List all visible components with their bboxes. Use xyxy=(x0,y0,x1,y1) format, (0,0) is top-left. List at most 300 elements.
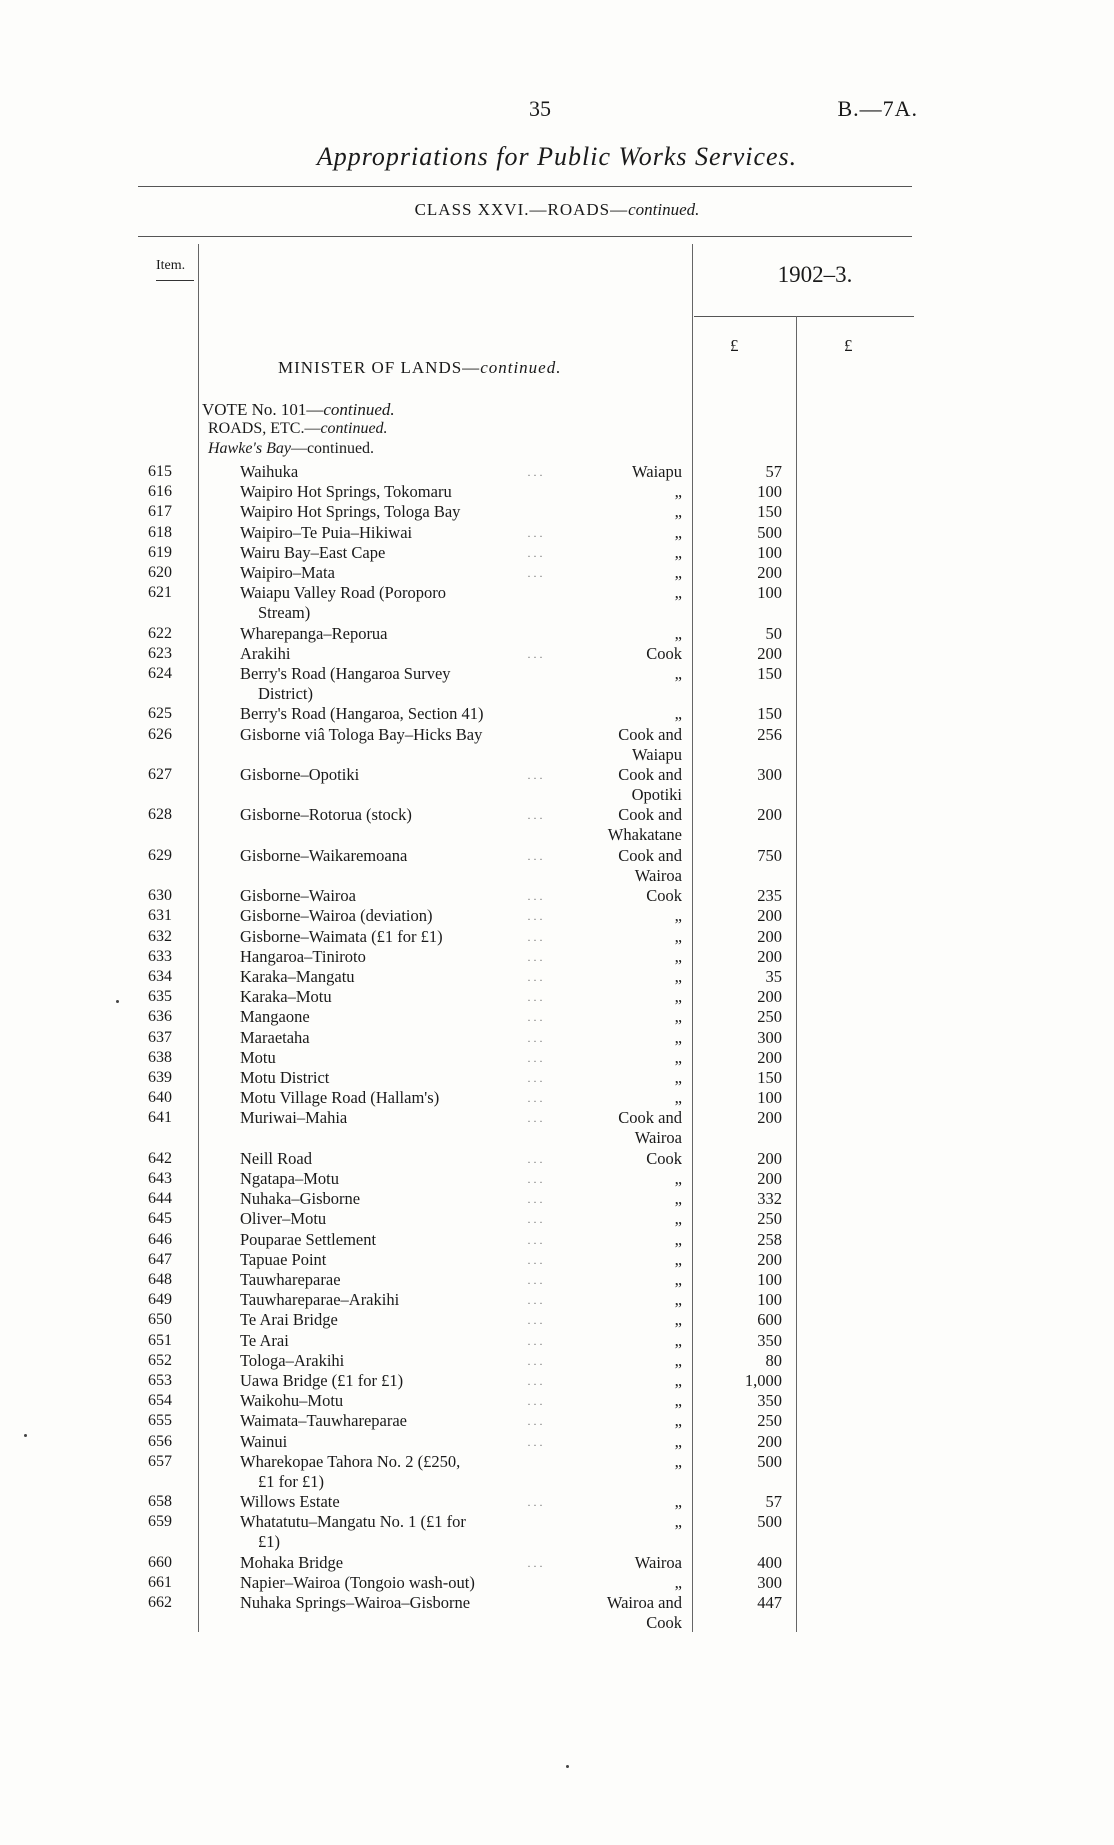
amount-value: 200 xyxy=(757,1431,782,1451)
county-name xyxy=(564,1593,682,1633)
road-name xyxy=(240,1230,556,1250)
county-name xyxy=(564,987,682,1007)
item-number: 634 xyxy=(148,968,172,985)
county-name xyxy=(564,1108,682,1148)
amount-value: 250 xyxy=(757,1007,782,1027)
amount-value: 100 xyxy=(757,542,782,562)
vote-heading-continued: continued. xyxy=(323,400,395,419)
road-name xyxy=(240,1492,556,1512)
road-name xyxy=(240,482,556,502)
road-name xyxy=(240,1553,556,1573)
county-name xyxy=(564,1088,682,1108)
county-name xyxy=(564,886,682,906)
item-number: 624 xyxy=(148,665,172,682)
item-number: 643 xyxy=(148,1170,172,1187)
county-continuation: Wairoa xyxy=(634,1128,682,1148)
road-name-line: Tauwhareparae–Arakihi xyxy=(240,1290,400,1310)
class-heading-continued: continued. xyxy=(628,200,700,219)
amount-value: 200 xyxy=(757,1108,782,1128)
roads-heading xyxy=(208,420,388,438)
road-name-line: Napier–Wairoa (Tongoio wash-out) xyxy=(240,1573,475,1592)
road-name xyxy=(240,523,556,543)
amount-value: 350 xyxy=(757,1391,782,1411)
road-name-line: Waimata–Tauwhareparae xyxy=(240,1411,407,1431)
amount-value: 200 xyxy=(757,1249,782,1269)
county-line: „ xyxy=(674,1431,682,1451)
county-line: „ xyxy=(674,1209,682,1229)
road-name xyxy=(240,805,556,825)
amount-value: 200 xyxy=(757,1148,782,1168)
road-name xyxy=(240,583,556,623)
leader-dots: . . . xyxy=(527,465,543,479)
amount-value: 500 xyxy=(757,522,782,542)
currency-symbol-1: £ xyxy=(730,336,739,355)
county-line: „ xyxy=(674,1088,682,1108)
road-name xyxy=(240,846,556,866)
road-name xyxy=(240,1391,556,1411)
leader-dots: . . . xyxy=(527,1172,543,1186)
road-name-line: Waipiro–Mata xyxy=(240,563,335,582)
county-name xyxy=(564,664,682,684)
item-number: 641 xyxy=(148,1109,172,1127)
item-number: 626 xyxy=(148,725,172,743)
county-name xyxy=(564,1432,682,1452)
road-name-line: Hangaroa–Tiniroto xyxy=(240,946,366,966)
leader-dots: . . . xyxy=(527,1555,543,1570)
leader-dots: . . . xyxy=(527,1273,543,1287)
amount-value: 200 xyxy=(757,926,782,946)
road-name xyxy=(240,1452,556,1492)
road-name-line: Gisborne–Wairoa (deviation) xyxy=(240,906,433,926)
road-name xyxy=(240,1270,556,1290)
road-name-line: Gisborne–Opotiki xyxy=(240,765,360,784)
road-name xyxy=(240,704,556,724)
county-line: „ xyxy=(674,482,682,502)
county-name xyxy=(564,1230,682,1250)
amount-value: 100 xyxy=(757,482,782,502)
currency-symbol-2: £ xyxy=(844,336,853,355)
minister-heading xyxy=(278,358,561,378)
county-name xyxy=(564,1411,682,1431)
amount-value: 200 xyxy=(757,906,782,926)
county-continuation: Waiapu xyxy=(632,744,682,764)
item-number: 661 xyxy=(148,1574,172,1591)
item-number: 616 xyxy=(148,483,172,501)
county-name xyxy=(564,583,682,603)
county-name xyxy=(564,906,682,926)
roads-heading-main: ROADS, ETC.— xyxy=(208,420,321,437)
road-name-line: Te Arai Bridge xyxy=(240,1310,338,1330)
title-rule xyxy=(138,186,912,187)
vote-heading-main: VOTE No. 101— xyxy=(202,400,324,419)
margin-dot xyxy=(116,1000,119,1003)
county-continuation: Cook xyxy=(646,1613,682,1633)
county-line: „ xyxy=(674,522,682,542)
road-name xyxy=(240,644,556,664)
road-name xyxy=(240,502,556,522)
road-name xyxy=(240,1088,556,1108)
road-name xyxy=(240,624,556,644)
description-column-rule xyxy=(692,244,693,1632)
county-name xyxy=(564,1512,682,1532)
item-number: 659 xyxy=(148,1513,172,1531)
amount-value: 80 xyxy=(765,1350,782,1370)
amount-value: 750 xyxy=(757,845,782,865)
item-number: 655 xyxy=(148,1412,172,1430)
item-number: 645 xyxy=(148,1210,172,1228)
road-name-line: Whatatutu–Mangatu No. 1 (£1 for xyxy=(240,1512,466,1532)
road-name xyxy=(240,1371,556,1391)
county-line: „ xyxy=(674,1249,682,1269)
road-name-line: Willows Estate xyxy=(240,1492,340,1512)
item-number: 633 xyxy=(148,947,172,965)
county-line: Cook xyxy=(646,886,682,906)
page-number: 35 xyxy=(529,96,551,121)
road-name-line: Pouparae Settlement xyxy=(240,1229,377,1249)
leader-dots: . . . xyxy=(527,1030,543,1045)
county-name xyxy=(564,482,682,502)
amount-value: 300 xyxy=(757,765,782,784)
county-line: Cook xyxy=(646,643,682,663)
leader-dots: . . . xyxy=(527,566,543,580)
county-line: „ xyxy=(674,946,682,966)
county-line: „ xyxy=(674,1451,682,1471)
leader-dots: . . . xyxy=(527,1414,543,1429)
county-name xyxy=(564,725,682,765)
page-title: Appropriations for Public Works Services. xyxy=(316,142,798,171)
amount-value: 256 xyxy=(757,724,782,744)
road-name xyxy=(240,886,556,906)
county-line: Wairoa and xyxy=(606,1593,682,1613)
leader-dots: . . . xyxy=(527,1374,543,1388)
road-name-line: Waihuka xyxy=(240,462,299,481)
item-number: 653 xyxy=(148,1372,172,1389)
district-heading-main: Hawke's Bay xyxy=(208,440,291,457)
amount-value: 600 xyxy=(757,1310,782,1330)
leader-dots: . . . xyxy=(527,1394,543,1409)
minister-heading-continued: continued. xyxy=(480,358,562,377)
document-reference: B.—7A. xyxy=(837,96,918,121)
road-name xyxy=(240,462,556,482)
item-number: 622 xyxy=(148,624,172,642)
county-line: „ xyxy=(674,1290,682,1310)
county-line: „ xyxy=(674,1310,682,1330)
amount-value: 200 xyxy=(757,643,782,663)
road-name-line: Waikohu–Motu xyxy=(240,1391,344,1411)
road-name-line: Neill Road xyxy=(240,1148,312,1168)
item-number: 623 xyxy=(148,644,172,662)
amount-value: 150 xyxy=(757,502,782,522)
margin-dot xyxy=(24,1434,27,1437)
item-number: 656 xyxy=(148,1432,172,1450)
county-line: „ xyxy=(674,1573,682,1592)
road-name xyxy=(240,563,556,583)
amount-value: 300 xyxy=(757,1573,782,1592)
item-number: 629 xyxy=(148,846,172,864)
road-name xyxy=(240,1169,556,1189)
road-name xyxy=(240,1108,556,1128)
county-name xyxy=(564,523,682,543)
county-line: „ xyxy=(674,563,682,582)
amount-value: 100 xyxy=(757,1088,782,1108)
road-name xyxy=(240,1189,556,1209)
county-line: „ xyxy=(674,1411,682,1431)
county-name xyxy=(564,967,682,987)
road-name-continuation: £1) xyxy=(258,1532,280,1552)
amount-value: 150 xyxy=(757,704,782,724)
amount-value: 100 xyxy=(757,583,782,603)
road-name-line: Wharepanga–Reporua xyxy=(240,623,388,643)
road-name-line: Berry's Road (Hangaroa Survey xyxy=(240,664,451,683)
county-line: „ xyxy=(674,906,682,926)
road-name-line: Te Arai xyxy=(240,1330,289,1350)
item-number: 617 xyxy=(148,503,172,521)
road-name-continuation: Stream) xyxy=(258,603,311,623)
road-name-line: Gisborne–Wairoa xyxy=(240,886,356,906)
amount-value: 332 xyxy=(757,1189,782,1209)
amount-value: 200 xyxy=(757,1169,782,1188)
item-number: 628 xyxy=(148,806,172,824)
road-name xyxy=(240,765,556,785)
county-line: Cook and xyxy=(618,805,682,825)
county-name xyxy=(564,644,682,664)
road-name-line: Wairu Bay–East Cape xyxy=(240,542,386,562)
amount-value: 300 xyxy=(757,1027,782,1047)
item-number: 630 xyxy=(148,887,172,905)
road-name xyxy=(240,543,556,563)
item-column-header: Item. xyxy=(156,258,186,273)
county-line: „ xyxy=(674,1189,682,1209)
road-name xyxy=(240,1593,556,1613)
county-line: „ xyxy=(674,987,682,1007)
amount-value: 200 xyxy=(757,805,782,825)
county-name xyxy=(564,1391,682,1411)
county-name xyxy=(564,1553,682,1573)
county-line: „ xyxy=(674,1270,682,1289)
county-continuation: Opotiki xyxy=(631,785,682,804)
road-name-line: Mohaka Bridge xyxy=(240,1552,344,1572)
leader-dots: . . . xyxy=(527,1495,543,1510)
county-name xyxy=(564,1290,682,1310)
leader-dots: . . . xyxy=(527,929,543,944)
county-line: „ xyxy=(674,542,682,562)
county-name xyxy=(564,1371,682,1391)
amount-value: 235 xyxy=(757,886,782,906)
amount-value: 447 xyxy=(757,1593,782,1613)
amount-value: 150 xyxy=(757,664,782,683)
leader-dots: . . . xyxy=(527,1232,543,1247)
road-name-line: Motu Village Road (Hallam's) xyxy=(240,1088,440,1108)
road-name xyxy=(240,987,556,1007)
road-name xyxy=(240,1573,556,1593)
road-name xyxy=(240,1331,556,1351)
county-line: „ xyxy=(674,1169,682,1188)
amount-value: 1,000 xyxy=(744,1371,782,1390)
county-line: Wairoa xyxy=(634,1552,682,1572)
road-name-line: Waipiro Hot Springs, Tologa Bay xyxy=(240,502,461,522)
county-name xyxy=(564,1149,682,1169)
county-name xyxy=(564,1048,682,1068)
item-number: 640 xyxy=(148,1089,172,1107)
county-line: „ xyxy=(674,967,682,986)
class-heading xyxy=(0,200,1114,220)
amount-value: 57 xyxy=(765,1492,782,1512)
leader-dots: . . . xyxy=(527,848,543,863)
road-name-line: Gisborne–Waikaremoana xyxy=(240,845,408,865)
leader-dots: . . . xyxy=(527,1353,543,1368)
amount-value: 200 xyxy=(757,563,782,582)
item-column-rule xyxy=(198,244,199,1632)
item-number: 636 xyxy=(148,1008,172,1026)
road-name xyxy=(240,906,556,926)
county-name xyxy=(564,1351,682,1371)
district-heading-continued: —continued. xyxy=(290,440,375,457)
road-name xyxy=(240,725,556,745)
road-name-line: Uawa Bridge (£1 for £1) xyxy=(240,1371,404,1390)
road-name-line: Berry's Road (Hangaroa, Section 41) xyxy=(240,704,484,724)
road-name xyxy=(240,1250,556,1270)
county-line: „ xyxy=(674,623,682,643)
amount-value: 350 xyxy=(757,1330,782,1350)
road-name-line: Oliver–Motu xyxy=(240,1209,327,1229)
amount-value: 250 xyxy=(757,1209,782,1229)
class-heading-main: CLASS XXVI.—ROADS— xyxy=(414,200,629,219)
road-name-line: Motu District xyxy=(240,1068,330,1087)
road-name xyxy=(240,664,556,704)
leader-dots: . . . xyxy=(527,970,543,984)
item-number: 654 xyxy=(148,1392,172,1410)
county-line: „ xyxy=(674,1492,682,1512)
road-name-line: Tapuae Point xyxy=(240,1249,327,1269)
road-name-line: Waipiro Hot Springs, Tokomaru xyxy=(240,482,452,502)
county-name xyxy=(564,1331,682,1351)
item-number: 618 xyxy=(148,523,172,541)
county-name xyxy=(564,1068,682,1088)
leader-dots: . . . xyxy=(527,646,543,661)
county-name xyxy=(564,1270,682,1290)
county-name xyxy=(564,947,682,967)
road-name xyxy=(240,1351,556,1371)
road-name-line: Tauwhareparae xyxy=(240,1270,341,1289)
item-number: 660 xyxy=(148,1553,172,1571)
county-name xyxy=(564,624,682,644)
road-name xyxy=(240,927,556,947)
item-number: 662 xyxy=(148,1594,172,1612)
item-number: 631 xyxy=(148,907,172,925)
item-number: 647 xyxy=(148,1250,172,1268)
item-number: 615 xyxy=(148,463,172,480)
county-line: „ xyxy=(674,1512,682,1532)
leader-dots: . . . xyxy=(527,1151,543,1166)
leader-dots: . . . xyxy=(527,525,543,540)
amount-value: 250 xyxy=(757,1411,782,1431)
district-heading xyxy=(208,440,374,458)
road-name-line: Waipiro–Te Puia–Hikiwai xyxy=(240,522,413,542)
county-name xyxy=(564,1028,682,1048)
item-number: 621 xyxy=(148,584,172,602)
leader-dots: . . . xyxy=(527,889,543,904)
road-name-line: Gisborne viâ Tologa Bay–Hicks Bay xyxy=(240,724,483,744)
item-number: 646 xyxy=(148,1230,172,1248)
county-name xyxy=(564,765,682,805)
year-column-header: 1902–3. xyxy=(777,262,853,287)
leader-dots: . . . xyxy=(527,1111,543,1126)
road-name xyxy=(240,967,556,987)
county-line: „ xyxy=(674,1068,682,1087)
leader-dots: . . . xyxy=(527,1252,543,1267)
leader-dots: . . . xyxy=(527,768,543,782)
county-name xyxy=(564,563,682,583)
county-continuation: Wairoa xyxy=(634,865,682,885)
amount-value: 150 xyxy=(757,1068,782,1087)
county-name xyxy=(564,1169,682,1189)
item-number: 638 xyxy=(148,1048,172,1066)
road-name-line: Motu xyxy=(240,1047,276,1067)
leader-dots: . . . xyxy=(527,1293,543,1308)
leader-dots: . . . xyxy=(527,949,543,964)
county-name xyxy=(564,543,682,563)
county-name xyxy=(564,502,682,522)
amount-value: 500 xyxy=(757,1512,782,1532)
road-name-line: Mangaone xyxy=(240,1007,310,1027)
item-number: 644 xyxy=(148,1190,172,1208)
road-name-line: Gisborne–Rotorua (stock) xyxy=(240,805,412,825)
road-name xyxy=(240,1007,556,1027)
road-name-continuation: £1 for £1) xyxy=(258,1471,324,1491)
leader-dots: . . . xyxy=(527,1091,543,1106)
item-number: 635 xyxy=(148,988,172,1006)
amount-value: 100 xyxy=(757,1290,782,1310)
county-name xyxy=(564,1250,682,1270)
leader-dots: . . . xyxy=(527,909,543,924)
county-name xyxy=(564,1007,682,1027)
amount-value: 50 xyxy=(765,623,782,643)
item-number: 649 xyxy=(148,1291,172,1309)
county-name xyxy=(564,846,682,886)
leader-dots: . . . xyxy=(527,1010,543,1025)
item-number: 637 xyxy=(148,1028,172,1046)
road-name xyxy=(240,1048,556,1068)
road-name xyxy=(240,1512,556,1552)
road-name-continuation: District) xyxy=(258,684,313,703)
road-name xyxy=(240,1028,556,1048)
item-number: 620 xyxy=(148,564,172,581)
amount-value: 35 xyxy=(765,967,782,986)
amount-value: 100 xyxy=(757,1270,782,1289)
county-line: „ xyxy=(674,583,682,603)
county-name xyxy=(564,805,682,845)
road-name-line: Waiapu Valley Road (Poroporo xyxy=(240,583,446,603)
county-line: „ xyxy=(674,1330,682,1350)
county-line: „ xyxy=(674,664,682,683)
item-header-underline xyxy=(156,280,194,281)
road-name xyxy=(240,1209,556,1229)
leader-dots: . . . xyxy=(527,1212,543,1227)
amount-value: 258 xyxy=(757,1229,782,1249)
leader-dots: . . . xyxy=(527,1313,543,1328)
county-line: „ xyxy=(674,1350,682,1370)
road-name-line: Gisborne–Waimata (£1 for £1) xyxy=(240,926,443,946)
county-name xyxy=(564,1492,682,1512)
item-number: 657 xyxy=(148,1452,172,1470)
road-name-line: Karaka–Motu xyxy=(240,987,332,1007)
leader-dots: . . . xyxy=(527,1192,543,1207)
road-name xyxy=(240,1068,556,1088)
county-name xyxy=(564,1310,682,1330)
county-line: „ xyxy=(674,1047,682,1067)
roads-heading-continued: continued. xyxy=(320,420,388,437)
county-line: Cook and xyxy=(618,1108,682,1128)
